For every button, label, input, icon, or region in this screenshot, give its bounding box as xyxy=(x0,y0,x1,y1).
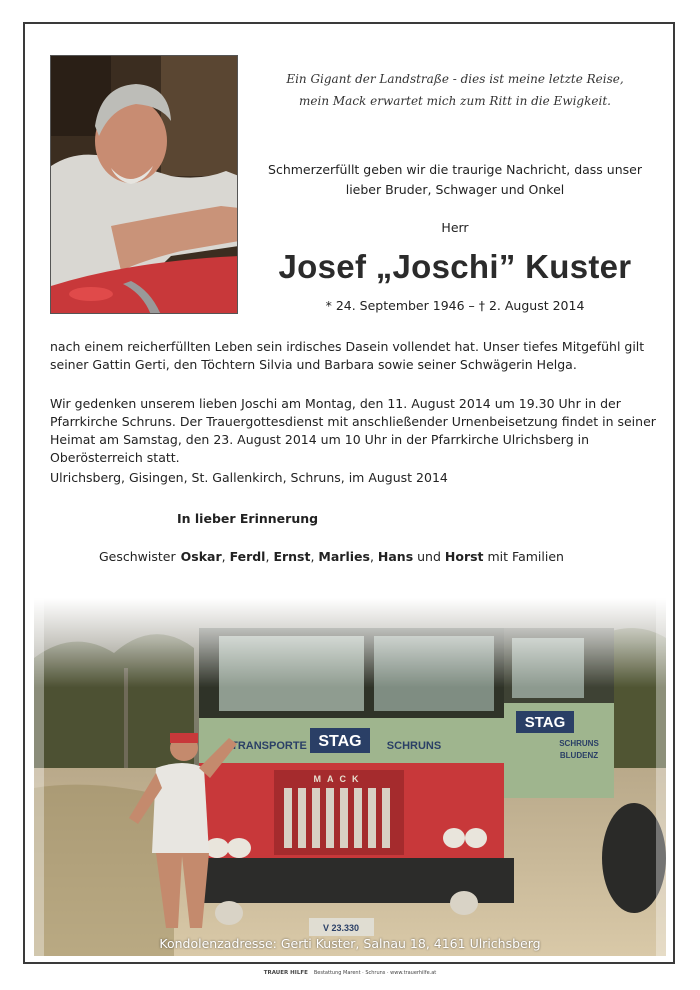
deceased-name: Josef „Joschi” Kuster xyxy=(278,248,632,285)
announcement-intro xyxy=(255,160,655,200)
intro-line-1: Schmerzerfüllt geben wir die traurige Nachricht, dass unser xyxy=(268,162,642,177)
separator: , xyxy=(265,549,274,564)
in-memory-heading: In lieber Erinnerung xyxy=(177,511,319,526)
quote-line-2: mein Mack erwartet mich zum Ritt in die Ewigkeit. xyxy=(299,94,611,108)
siblings-line xyxy=(99,549,564,564)
paragraph-condolence: nach einem reicherfüllten Leben sein irdisches Dasein vollendet hat. Unser tiefes Mitgefühl gilt seiner Gattin Gerti, den Töchtern Silvia und Barbara sowie seiner Schwägerin Helga. xyxy=(50,339,645,372)
separator: , xyxy=(369,549,378,564)
siblings-prefix: Geschwister xyxy=(99,549,176,564)
truck-photo xyxy=(34,598,666,956)
sibling-name: Horst xyxy=(444,549,484,564)
sibling-name: Ernst xyxy=(273,549,311,564)
memorial-quote xyxy=(255,68,655,112)
paragraph-services: Wir gedenken unserem lieben Joschi am Montag, den 11. August 2014 um 19.30 Uhr in der Pfarrkirche Schruns. Der Trauergottesdienst mit anschließender Urnenbeisetzung findet in seiner Heimat am Samstag, den 23. August 2014 um 10 Uhr in der Pfarrkirche Ulrichsberg in Oberösterreich statt. xyxy=(50,396,656,465)
separator: und xyxy=(413,549,445,564)
sibling-name: Marlies xyxy=(318,549,370,564)
quote-line-1: Ein Gigant der Landstraße - dies ist meine letzte Reise, xyxy=(286,72,624,86)
paragraph-places: Ulrichsberg, Gisingen, St. Gallenkirch, Schruns, im August 2014 xyxy=(50,470,448,485)
sibling-name: Hans xyxy=(377,549,414,564)
sibling-name: Ferdl xyxy=(229,549,266,564)
separator: , xyxy=(221,549,230,564)
sibling-name: Oskar xyxy=(180,549,222,564)
intro-line-2: lieber Bruder, Schwager und Onkel xyxy=(345,182,565,197)
portrait-photo xyxy=(50,55,238,314)
salutation: Herr xyxy=(441,220,469,235)
condolence-address: Kondolenzadresse: Gerti Kuster, Salnau 18, 4161 Ulrichsberg xyxy=(159,936,541,951)
footer-brand: TRAUER HILFE xyxy=(263,970,308,976)
footer xyxy=(0,970,700,976)
separator: , xyxy=(310,549,319,564)
life-dates: * 24. September 1946 – † 2. August 2014 xyxy=(325,298,585,313)
siblings-suffix: mit Familien xyxy=(483,549,564,564)
footer-text: Bestattung Marent · Schruns · www.trauerhilfe.at xyxy=(313,970,437,976)
